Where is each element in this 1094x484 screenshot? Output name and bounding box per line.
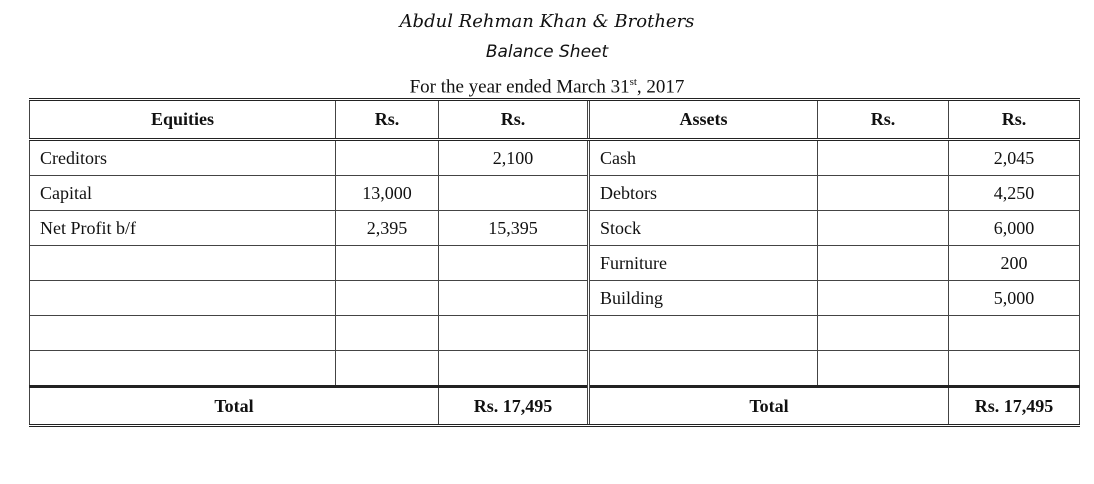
asset-rs-2 [949, 351, 1080, 387]
equities-total-label: Total [30, 387, 439, 426]
equity-name: Capital [30, 176, 336, 211]
asset-name [589, 316, 818, 351]
asset-rs-2: 200 [949, 246, 1080, 281]
equities-total-value: Rs. 17,495 [439, 387, 589, 426]
col-rs-3: Rs. [818, 100, 949, 140]
equity-name: Net Profit b/f [30, 211, 336, 246]
period-suffix: st [629, 76, 637, 88]
equity-rs-1: 13,000 [336, 176, 439, 211]
equity-name [30, 316, 336, 351]
equity-rs-1: 2,395 [336, 211, 439, 246]
asset-name [589, 351, 818, 387]
period-line [0, 69, 1094, 100]
assets-total-value: Rs. 17,495 [949, 387, 1080, 426]
col-rs-1: Rs. [336, 100, 439, 140]
equity-rs-2 [439, 246, 589, 281]
asset-name: Debtors [589, 176, 818, 211]
asset-name: Building [589, 281, 818, 316]
equity-rs-1 [336, 246, 439, 281]
col-equities: Equities [30, 100, 336, 140]
period-year: , 2017 [636, 76, 685, 98]
equity-rs-2 [439, 351, 589, 387]
table-row [30, 140, 1080, 176]
table-row [30, 246, 1080, 281]
table-row [30, 211, 1080, 246]
table-row [30, 351, 1080, 387]
asset-name: Cash [589, 140, 818, 176]
assets-total-label: Total [589, 387, 949, 426]
equity-name: Creditors [30, 140, 336, 176]
equity-rs-2 [439, 281, 589, 316]
company-name: Abdul Rehman Khan & Brothers [399, 11, 695, 32]
equity-rs-2: 15,395 [439, 211, 589, 246]
period-prefix: For the year ended March 31 [409, 76, 630, 98]
equity-rs-2 [439, 176, 589, 211]
total-row [30, 387, 1080, 426]
equity-rs-2: 2,100 [439, 140, 589, 176]
equity-rs-1 [336, 316, 439, 351]
equity-name [30, 351, 336, 387]
balance-sheet-table [29, 98, 1080, 427]
equity-rs-1 [336, 140, 439, 176]
asset-rs-2 [949, 316, 1080, 351]
document-title: Balance Sheet [485, 42, 609, 62]
table-row [30, 281, 1080, 316]
col-rs-2: Rs. [439, 100, 589, 140]
asset-name: Furniture [589, 246, 818, 281]
col-rs-4: Rs. [949, 100, 1080, 140]
asset-rs-1 [818, 351, 949, 387]
col-assets: Assets [589, 100, 818, 140]
equity-rs-2 [439, 316, 589, 351]
equity-rs-1 [336, 281, 439, 316]
asset-rs-2: 5,000 [949, 281, 1080, 316]
asset-rs-1 [818, 176, 949, 211]
asset-rs-1 [818, 140, 949, 176]
equity-name [30, 281, 336, 316]
equity-rs-1 [336, 351, 439, 387]
table-row [30, 316, 1080, 351]
asset-rs-2: 4,250 [949, 176, 1080, 211]
asset-rs-1 [818, 316, 949, 351]
asset-rs-1 [818, 281, 949, 316]
asset-name: Stock [589, 211, 818, 246]
asset-rs-1 [818, 211, 949, 246]
asset-rs-2: 2,045 [949, 140, 1080, 176]
header-row [30, 100, 1080, 140]
equity-name [30, 246, 336, 281]
asset-rs-2: 6,000 [949, 211, 1080, 246]
asset-rs-1 [818, 246, 949, 281]
table-row [30, 176, 1080, 211]
